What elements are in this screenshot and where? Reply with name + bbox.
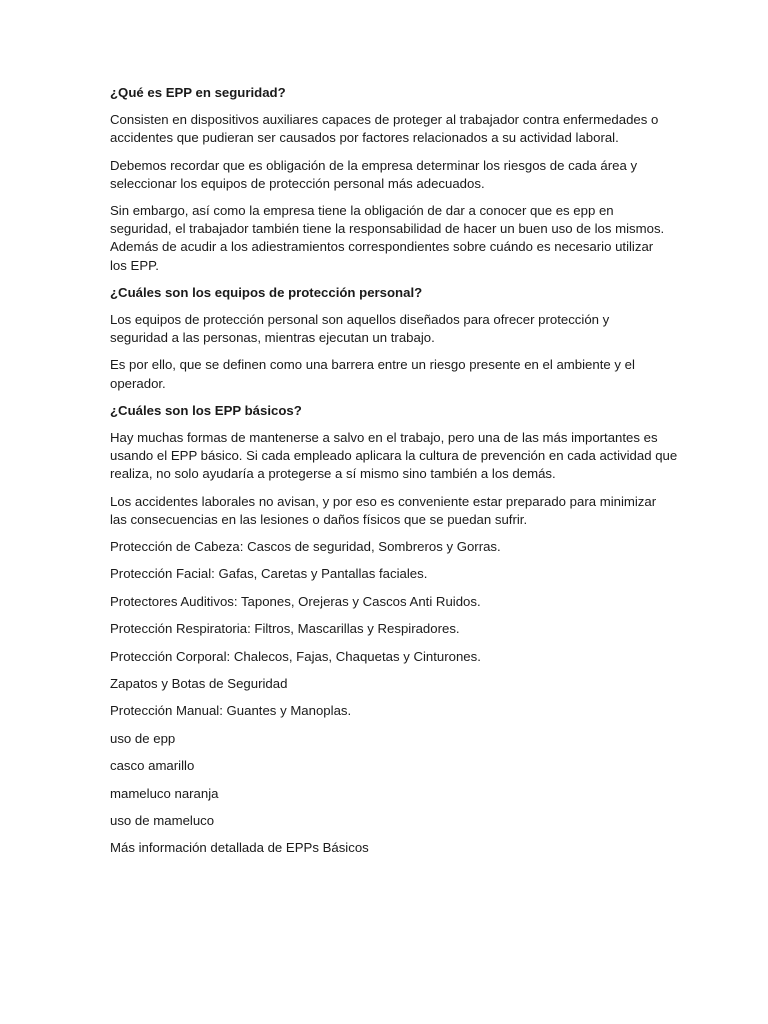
paragraph-stay-safe	[110, 429, 678, 484]
paragraph-line: accidentes que pudieran ser causados por factores relacionados a su actividad laboral.	[110, 130, 619, 146]
paragraph-line: realiza, no solo ayudaría a protegerse a sí mismo sino también a los demás.	[110, 466, 556, 482]
paragraph-line: Los equipos de protección personal son aquellos diseñados para ofrecer protección y	[110, 312, 610, 328]
heading-cuales-son-equipos: ¿Cuáles son los equipos de protección personal?	[110, 284, 423, 300]
list-item: Zapatos y Botas de Seguridad	[110, 676, 288, 692]
paragraph-line: los EPP.	[110, 257, 159, 273]
list-item: Protección de Cabeza: Cascos de seguridad, Sombreros y Gorras.	[110, 539, 501, 555]
list-item: uso de epp	[110, 730, 176, 746]
paragraph-line: Sin embargo, así como la empresa tiene la obligación de dar a conocer que es epp en	[110, 203, 614, 219]
list-item: Protección Facial: Gafas, Caretas y Pantallas faciales.	[110, 566, 428, 582]
heading-que-es-epp: ¿Qué es EPP en seguridad?	[110, 85, 286, 100]
paragraph-line: usando el EPP básico. Si cada empleado aplicara la cultura de prevención en cada actividad que	[110, 448, 678, 464]
epp-item-list	[110, 538, 670, 858]
paragraph-accidents	[110, 493, 670, 529]
paragraph-line: seguridad, el trabajador también tiene la responsabilidad de hacer un buen uso de los mismos.	[110, 221, 665, 237]
paragraph-line: operador.	[110, 375, 166, 391]
list-item: Más información detallada de EPPs Básicos	[110, 840, 369, 856]
paragraph-equipment-definition	[110, 311, 670, 347]
paragraph-line: Es por ello, que se definen como una barrera entre un riesgo presente en el ambiente y el	[110, 357, 635, 373]
paragraph-line: seguridad a las personas, mientras ejecutan un trabajo.	[110, 330, 435, 346]
paragraph-definition	[110, 111, 670, 147]
list-item: Protectores Auditivos: Tapones, Orejeras y Cascos Anti Ruidos.	[110, 593, 481, 609]
paragraph-line: Además de acudir a los adiestramientos correspondientes sobre cuándo es necesario utilizar	[110, 239, 654, 255]
list-item: Protección Manual: Guantes y Manoplas.	[110, 703, 352, 719]
paragraph-obligation	[110, 157, 670, 193]
paragraph-responsibility	[110, 202, 670, 275]
list-item: mameluco naranja	[110, 785, 219, 801]
paragraph-line: Debemos recordar que es obligación de la empresa determinar los riesgos de cada área y	[110, 157, 638, 173]
list-item: Protección Corporal: Chalecos, Fajas, Chaquetas y Cinturones.	[110, 648, 481, 664]
paragraph-line: las consecuencias en las lesiones o daños físicos que se puedan sufrir.	[110, 511, 528, 527]
list-item: casco amarillo	[110, 758, 195, 774]
heading-epp-basicos: ¿Cuáles son los EPP básicos?	[110, 402, 302, 418]
paragraph-barrier	[110, 356, 670, 392]
paragraph-line: Hay muchas formas de mantenerse a salvo en el trabajo, pero una de las más importantes es	[110, 430, 658, 446]
paragraph-line: Los accidentes laborales no avisan, y por eso es conveniente estar preparado para minimizar	[110, 493, 657, 509]
list-item: uso de mameluco	[110, 812, 215, 828]
document-body	[110, 84, 678, 867]
list-item: Protección Respiratoria: Filtros, Mascarillas y Respiradores.	[110, 621, 460, 637]
paragraph-line: Consisten en dispositivos auxiliares capaces de proteger al trabajador contra enfermedades o	[110, 112, 659, 128]
paragraph-line: seleccionar los equipos de protección personal más adecuados.	[110, 175, 485, 191]
